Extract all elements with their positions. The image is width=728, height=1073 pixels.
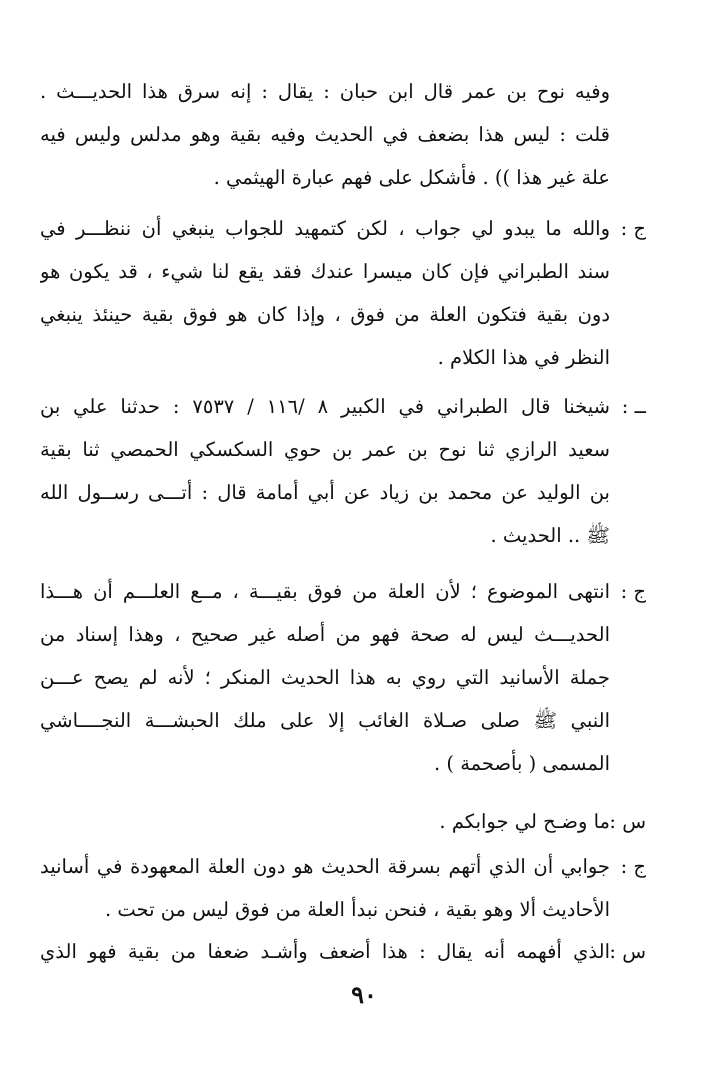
- text-line: والله ما يبدو لي جواب ، لكن كتمهيد للجواب ينبغي أن ننظـــر في: [40, 217, 610, 240]
- text-line: ﷺ .. الحديث .: [490, 524, 610, 547]
- text-line: سعيد الرازي ثنا نوح بن عمر بن حوي السكسكي الحمصي ثنا بقية: [40, 438, 610, 461]
- text-line: جوابي أن الذي أتهم بسرقة الحديث هو دون العلة المعهودة في أسانيد: [40, 855, 610, 878]
- answer-paragraph: [40, 845, 610, 931]
- text-line: علة غير هذا )) . فأشكل على فهم عبارة الهيثمي .: [213, 166, 610, 189]
- text-line: المسمى ( بأصحمة ) .: [433, 752, 610, 775]
- text-line: الحديـــث ليس له صحة فهو من أصله غير صحيح ، وهذا إسناد من: [40, 623, 610, 646]
- text-line: قلت : ليس هذا بضعف في الحديث وفيه بقية وهو مدلس وليس فيه: [40, 123, 610, 146]
- answer-marker: ج :: [620, 855, 646, 878]
- text-line: وفيه نوح بن عمر قال ابن حبان : يقال : إنه سرق هذا الحديـــث .: [40, 80, 610, 103]
- text-line: سند الطبراني فإن كان ميسرا عندك فقد يقع لنا شيء ، قد يكون هو: [40, 260, 610, 283]
- question-marker: س :: [609, 940, 646, 963]
- paragraph-continuation: [40, 70, 610, 199]
- page-number: ٩٠: [351, 980, 377, 1009]
- text-line: جملة الأسانيد التي روي به هذا الحديث المنكر ؛ لأنه لم يصح عـــن: [40, 666, 610, 689]
- question-marker: س :: [609, 810, 646, 833]
- answer-paragraph: [40, 570, 610, 785]
- question-paragraph: [40, 385, 610, 557]
- text-line: بن الوليد عن محمد بن زياد عن أبي أمامة قال : أتـــى رســول الله: [40, 481, 610, 504]
- answer-marker: ج :: [620, 217, 646, 240]
- answer-marker: ج :: [620, 580, 646, 603]
- question-paragraph: [40, 800, 610, 843]
- text-line: انتهى الموضوع ؛ لأن العلة من فوق بقيـــة ، مــع العلـــم أن هـــذا: [40, 580, 610, 603]
- text-line: شيخنا قال الطبراني في الكبير ٨ /١١٦ / ٧٥٣٧ : حدثنا علي بن: [40, 395, 610, 418]
- question-paragraph: [40, 930, 610, 973]
- answer-paragraph: [40, 207, 610, 379]
- dash-marker: ــ :: [621, 395, 646, 418]
- text-line: النظر في هذا الكلام .: [437, 346, 610, 369]
- text-line: الأحاديث ألا وهو بقية ، فنحن نبدأ العلة من فوق ليس من تحت .: [104, 898, 610, 921]
- text-line: النبي ﷺ صلى صـلاة الغائب إلا على ملك الحبشـــة النجــــاشي: [40, 709, 610, 732]
- text-line: ما وضـح لي جوابكم .: [439, 810, 610, 833]
- text-line: الذي أفهمه أنه يقال : هذا أضعف وأشـد ضعفا من بقية فهو الذي: [40, 940, 610, 963]
- text-line: دون بقية فتكون العلة من فوق ، وإذا كان هو فوق بقية حينئذ ينبغي: [40, 303, 610, 326]
